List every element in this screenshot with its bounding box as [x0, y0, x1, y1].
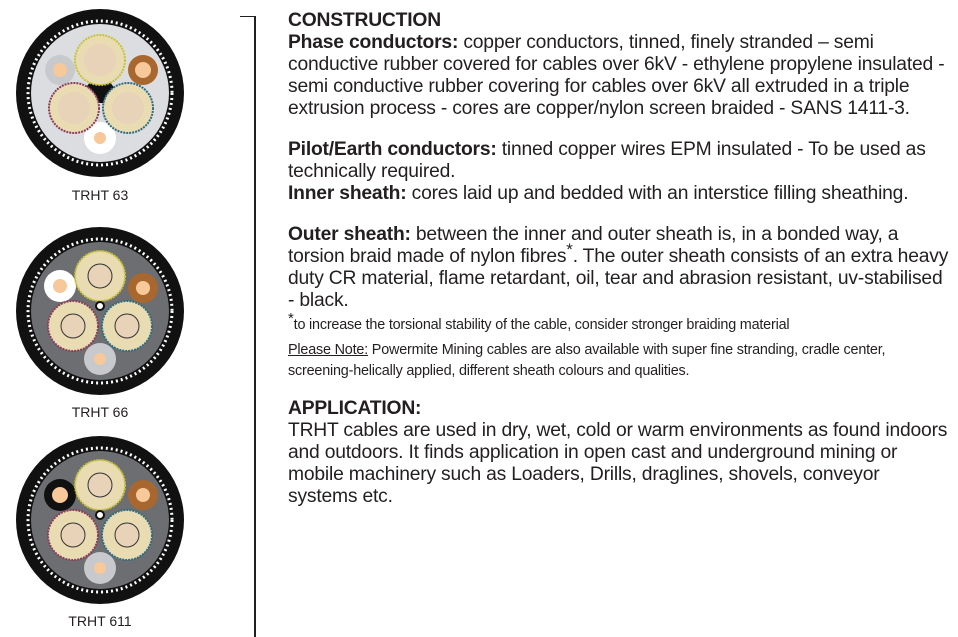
please-note-text: Powermite Mining cables are also available with super fine stranding, cradle center, screening-helically applied, different sheath colours and qualities.	[288, 342, 886, 379]
spec-text	[288, 10, 953, 508]
pilot-earth-label: Pilot/Earth conductors:	[288, 139, 497, 160]
cable-diagram-trht-66	[0, 226, 200, 396]
cable-label: TRHT 66	[71, 404, 129, 420]
cable-cross-section-icon	[15, 435, 185, 605]
application-heading: APPLICATION:	[288, 398, 422, 419]
construction-heading: CONSTRUCTION	[288, 10, 441, 31]
outer-sheath-paragraph	[288, 224, 953, 312]
pilot-earth-paragraph	[288, 139, 953, 183]
footnote-star: *	[288, 310, 294, 328]
outer-sheath-text-b: . The outer sheath consists of an extra heavy duty CR material, flame retardant, oil, tear and abrasion resistant, uv-stabilised - black.	[288, 246, 949, 311]
please-note	[288, 340, 953, 382]
phase-conductors-paragraph	[288, 32, 953, 120]
inner-sheath-paragraph	[288, 183, 953, 205]
cable-cross-section-icon	[15, 226, 185, 396]
footnote	[288, 310, 953, 336]
footnote-text: to increase the torsional stability of the cable, consider stronger braiding material	[293, 317, 790, 333]
outer-sheath-label: Outer sheath:	[288, 224, 411, 245]
inner-sheath-text: cores laid up and bedded with an interstice filling sheathing.	[406, 183, 909, 204]
cable-label: TRHT 63	[71, 187, 129, 203]
phase-conductors-label: Phase conductors:	[288, 32, 459, 53]
cable-diagram-trht-611	[0, 435, 200, 605]
application-text: TRHT cables are used in dry, wet, cold or warm environments as found indoors and outdoors. It finds application in open cast and underground mining or mobile machinery such as Loaders, Drills, draglines, shovels, conveyor systems etc.	[288, 420, 948, 507]
cable-cross-section-icon	[15, 8, 185, 178]
inner-sheath-label: Inner sheath:	[288, 183, 407, 204]
cable-diagram-trht-63	[0, 8, 200, 178]
footnote-marker: *	[566, 240, 573, 259]
cable-label: TRHT 611	[68, 613, 132, 629]
outer-sheath-text-a: between the inner and outer sheath is, in a bonded way, a torsion braid made of nylon fibres	[288, 224, 899, 267]
please-note-label: Please Note:	[288, 342, 368, 358]
vertical-divider	[254, 16, 256, 637]
pilot-earth-text: tinned copper wires EPM insulated - To be used as technically required.	[288, 139, 926, 182]
phase-conductors-text: copper conductors, tinned, finely stranded – semi conductive rubber covered for cables over 6kV - ethylene propylene insulated - semi conductive rubber covering for cables over 6kV all extruded in a triple extrusion process - cores are copper/nylon screen braided - SANS 1411-3.	[288, 32, 945, 119]
